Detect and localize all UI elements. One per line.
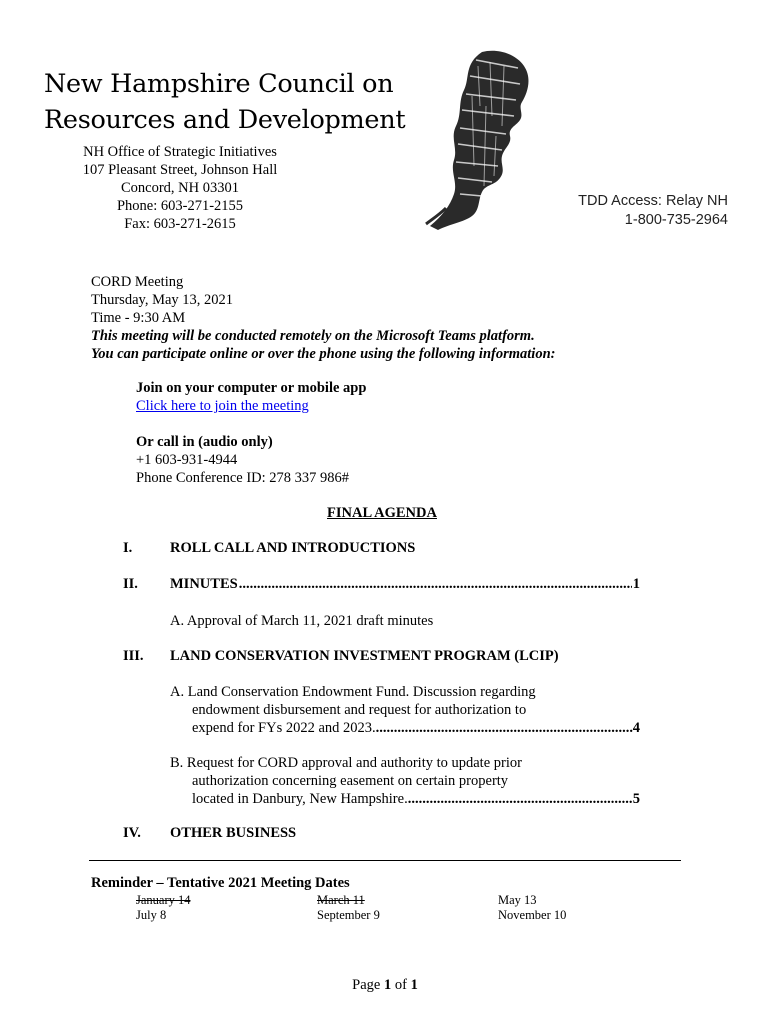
- dates-column-2: [317, 893, 380, 923]
- page-ref: 4: [632, 720, 640, 736]
- item-line: B. Request for CORD approval and authority to update prior: [170, 755, 522, 771]
- divider: [89, 860, 681, 861]
- meeting-date-past: January 14: [136, 893, 191, 907]
- dot-leader: [408, 790, 633, 808]
- of-word: of: [394, 977, 407, 993]
- page-total: 1: [410, 977, 418, 993]
- dot-leader: [239, 576, 632, 593]
- section-title: LAND CONSERVATION INVESTMENT PROGRAM (LCIP): [170, 648, 559, 664]
- call-phone: +1 603-931-4944: [136, 452, 238, 468]
- remote-note: This meeting will be conducted remotely on the Microsoft Teams platform.: [91, 328, 535, 344]
- meeting-date: Thursday, May 13, 2021: [91, 292, 234, 308]
- page-ref: 1: [632, 576, 640, 592]
- join-heading: Join on your computer or mobile app: [136, 380, 367, 396]
- section-number: I.: [123, 540, 133, 556]
- tdd-number: 1-800-735-2964: [624, 212, 728, 228]
- join-online: [136, 379, 366, 415]
- page-number: 1: [383, 977, 392, 993]
- org-title-line1: New Hampshire Council on: [44, 69, 394, 99]
- agenda-item: [170, 612, 640, 630]
- item-text: A. Approval of March 11, 2021 draft minutes: [170, 613, 434, 629]
- item-leader-row: [170, 719, 640, 737]
- conference-id: Phone Conference ID: 278 337 986#: [136, 470, 350, 486]
- join-meeting-link[interactable]: Click here to join the meeting: [136, 398, 309, 414]
- office-line: Concord, NH 03301: [120, 180, 239, 196]
- section-number: III.: [123, 648, 144, 664]
- page-word: Page: [352, 977, 381, 993]
- org-title: [44, 66, 405, 138]
- meeting-time: Time - 9:30 AM: [91, 310, 186, 326]
- item-line: A. Land Conservation Endowment Fund. Discussion regarding: [170, 684, 536, 700]
- dot-leader: [376, 719, 633, 737]
- meeting-date: May 13: [498, 893, 537, 907]
- meeting-date: November 10: [498, 908, 567, 922]
- agenda-title: FINAL AGENDA: [327, 505, 437, 521]
- section-number: II.: [123, 576, 138, 592]
- call-in: [136, 433, 349, 487]
- meeting-date: September 9: [317, 908, 380, 922]
- participate-note: You can participate online or over the phone using the following information:: [91, 346, 556, 362]
- meeting-info: [91, 273, 555, 363]
- tdd-access: [578, 192, 728, 230]
- call-heading: Or call in (audio only): [136, 434, 273, 450]
- tdd-label: TDD Access: Relay NH: [578, 193, 728, 209]
- section-number: IV.: [123, 825, 141, 841]
- meeting-date-past: March 11: [317, 893, 365, 907]
- item-line: expend for FYs 2022 and 2023.: [192, 720, 376, 736]
- office-line: 107 Pleasant Street, Johnson Hall: [82, 162, 278, 178]
- reminder-heading: Reminder – Tentative 2021 Meeting Dates: [91, 875, 350, 891]
- page-ref: 5: [632, 791, 640, 807]
- meeting-name: CORD Meeting: [91, 274, 184, 290]
- section-title: OTHER BUSINESS: [170, 825, 297, 841]
- dates-column-3: [498, 893, 566, 923]
- item-line: located in Danbury, New Hampshire.: [192, 791, 408, 807]
- agenda-item: [170, 683, 640, 737]
- agenda-item: [170, 754, 640, 808]
- office-line: NH Office of Strategic Initiatives: [83, 144, 277, 160]
- section-title: MINUTES: [170, 576, 238, 592]
- section-minutes-row: [170, 576, 640, 593]
- dates-column-1: [136, 893, 191, 923]
- office-address: [70, 143, 290, 233]
- old-man-mountain-logo-icon: [420, 46, 540, 232]
- item-leader-row: [170, 790, 640, 808]
- meeting-date: July 8: [136, 908, 167, 922]
- org-title-line2: Resources and Development: [44, 105, 406, 135]
- office-fax: Fax: 603-271-2615: [124, 216, 236, 232]
- item-line: endowment disbursement and request for authorization to: [192, 702, 527, 718]
- page-footer: [0, 977, 770, 994]
- item-line: authorization concerning easement on certain property: [192, 773, 509, 789]
- section-title: ROLL CALL AND INTRODUCTIONS: [170, 540, 416, 556]
- office-phone: Phone: 603-271-2155: [116, 198, 244, 214]
